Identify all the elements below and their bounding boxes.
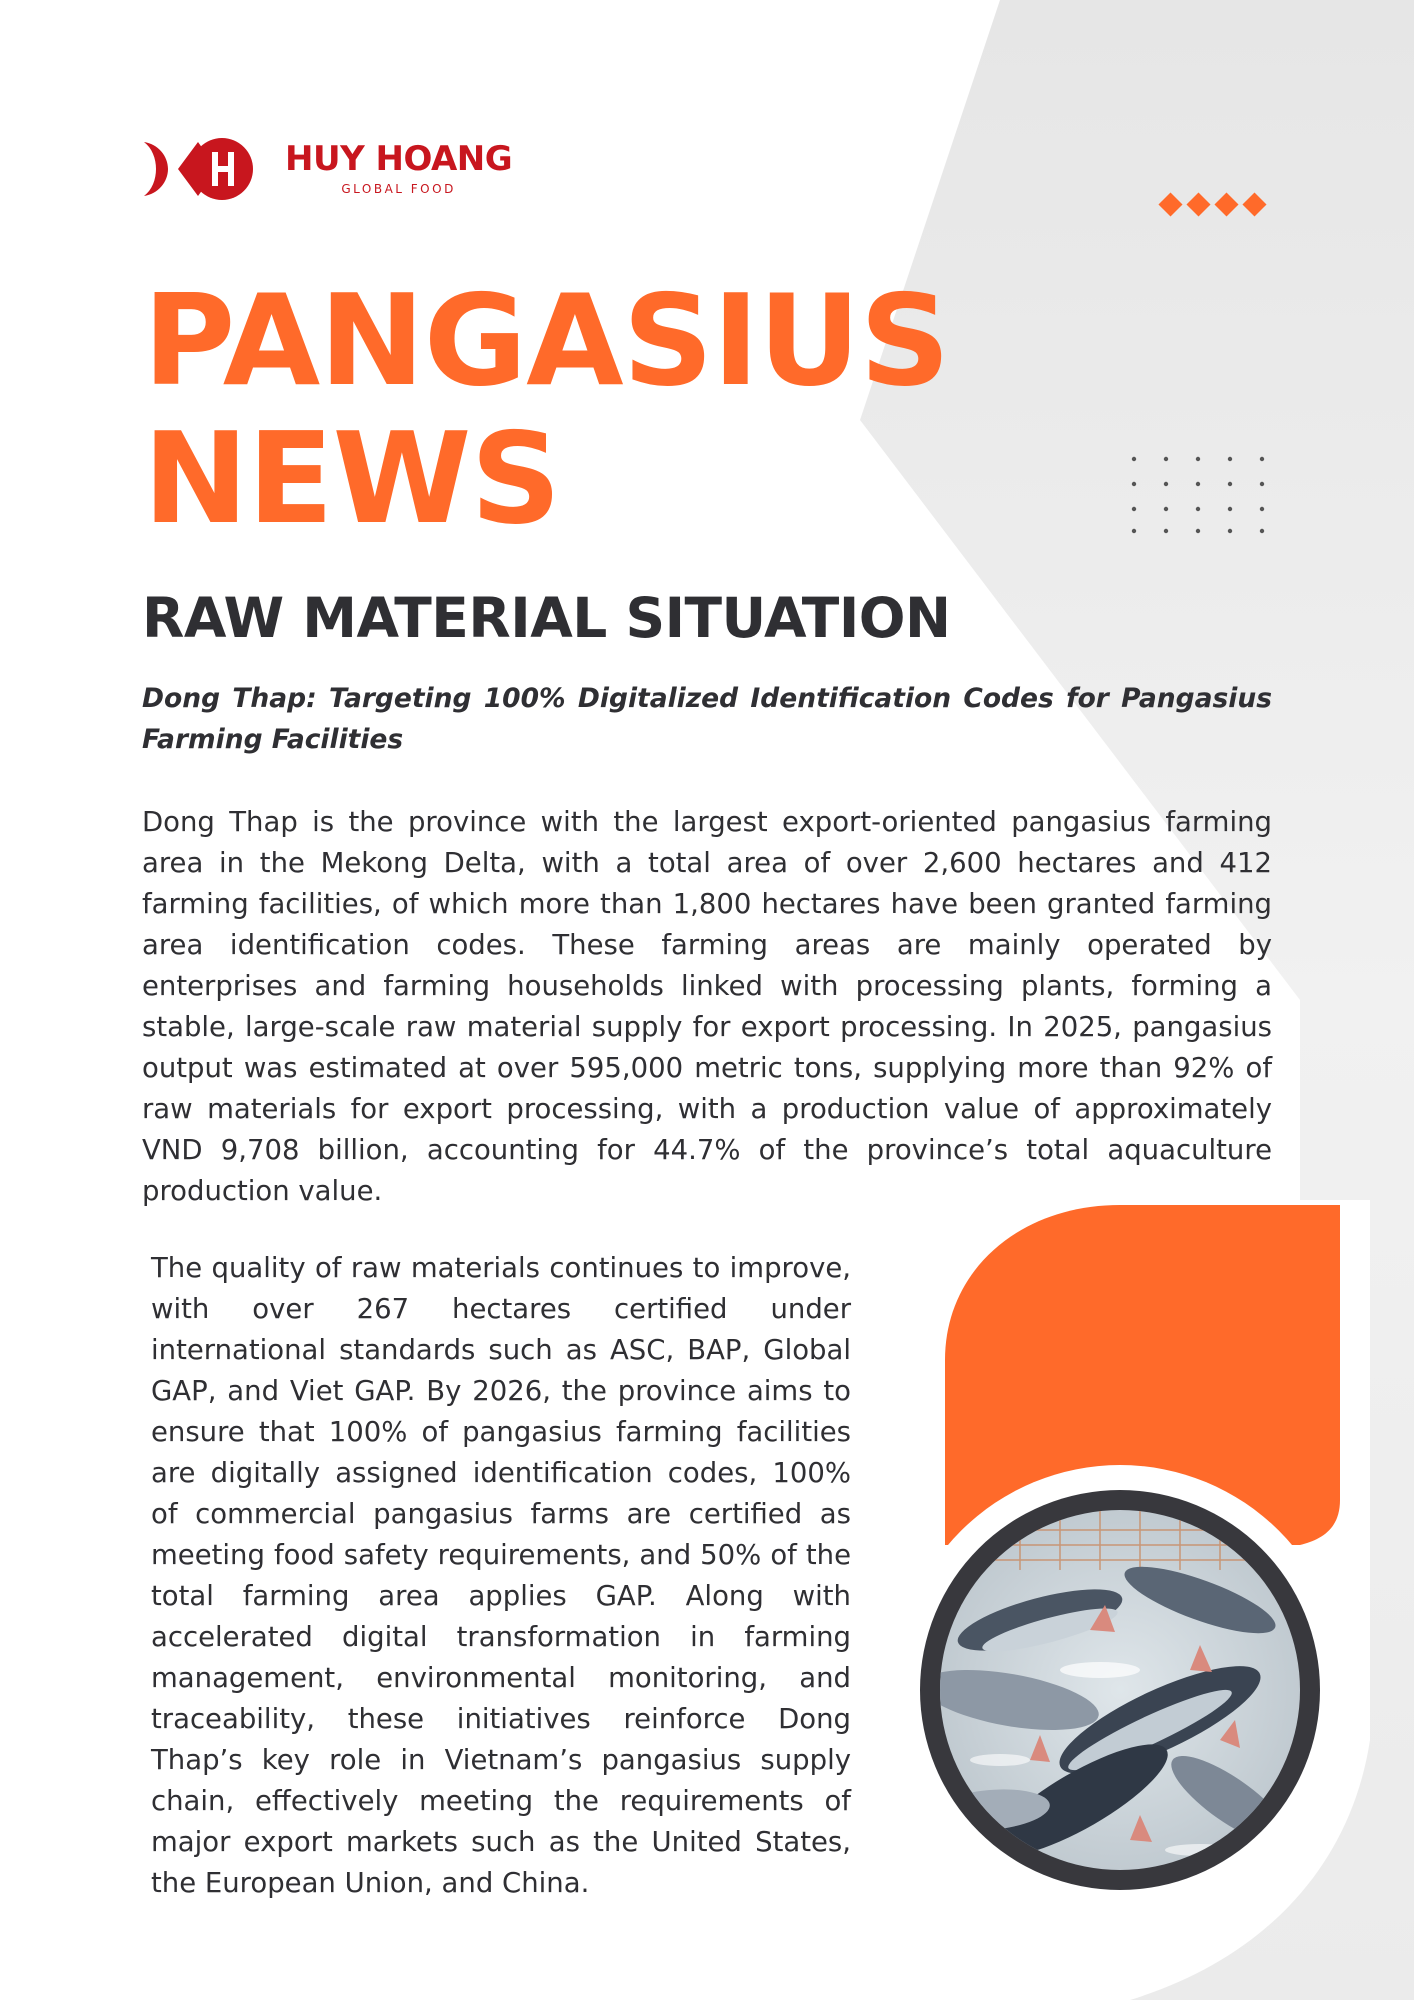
diamond-icon xyxy=(1214,192,1238,216)
fish-logo-icon xyxy=(140,128,255,210)
title-line-1: PANGASIUS xyxy=(143,267,950,414)
brand-logo xyxy=(140,128,512,210)
page-title xyxy=(143,267,950,552)
diamond-icon xyxy=(1158,192,1182,216)
feature-graphic xyxy=(900,1200,1340,1960)
diamond-icon xyxy=(1242,192,1266,216)
brand-subtitle: GLOBAL FOOD xyxy=(341,182,456,196)
brand-name: HUY HOANG xyxy=(285,139,513,179)
article-subtitle: Dong Thap: Targeting 100% Digitalized Identification Codes for Pangasius Farming Facilities xyxy=(142,683,1272,755)
diamond-icon xyxy=(1186,192,1210,216)
section-heading: RAW MATERIAL SITUATION xyxy=(142,586,951,650)
title-line-2: NEWS xyxy=(143,405,561,552)
decorative-diamonds xyxy=(1162,196,1274,213)
decorative-dot-grid xyxy=(1130,455,1270,535)
article-paragraph-1: Dong Thap is the province with the largest export-oriented pangasius farming area in the Mekong Delta, with a total area of over 2,600 hectares and 412 farming facilities, of which more than 1,800 hectares have been granted farming area identification codes. These farming areas are mainly operated by enterprises and farming households linked with processing plants, forming a stable, large-scale raw material supply for export processing. In 2025, pangasius output was estimated at over 595,000 metric tons, supplying more than 92% of raw materials for export processing, with a production value of approximately VND 9,708 billion, accounting for 44.7% of the province’s total aquaculture production value. xyxy=(142,806,1272,1207)
article-paragraph-2: The quality of raw materials continues to improve, with over 267 hectares certified under international standards such as ASC, BAP, Global GAP, and Viet GAP. By 2026, the province aims to ensure that 100% of pangasius farming facilities are digitally assigned identification codes, 100% of commercial pangasius farms are certified as meeting food safety requirements, and 50% of the total farming area applies GAP. Along with accelerated digital transformation in farming management, environmental monitoring, and traceability, these initiatives reinforce Dong Thap’s key role in Vietnam’s pangasius supply chain, effectively meeting the requirements of major export markets such as the United States, the European Union, and China. xyxy=(151,1252,851,1899)
